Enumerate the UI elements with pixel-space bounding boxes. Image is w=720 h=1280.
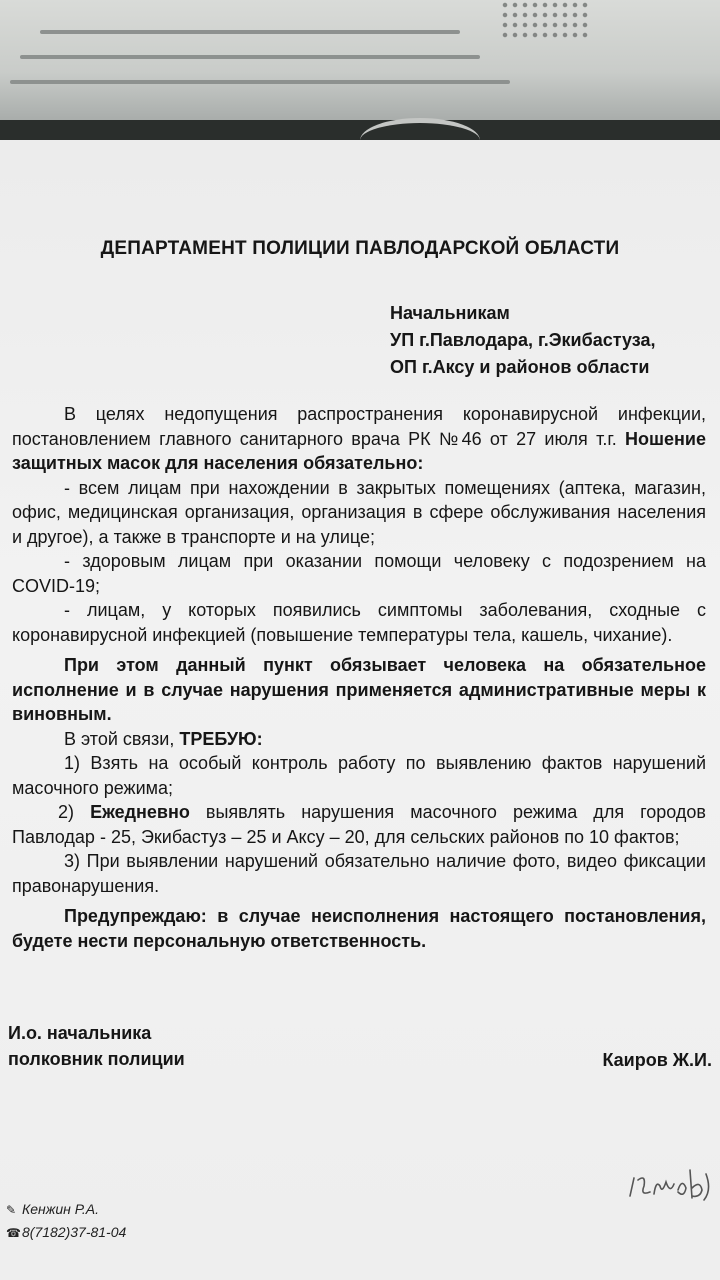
executor-phone: 8(7182)37-81-04 xyxy=(22,1224,127,1240)
pen-icon: ✎ xyxy=(6,1203,17,1217)
vent-grille xyxy=(500,0,590,40)
executor-phone-line xyxy=(6,1221,126,1244)
device-ridge xyxy=(20,55,480,59)
router-device-background xyxy=(0,0,720,120)
requirement-1: 1) Взять на особый контроль работу по выявлению фактов нарушений масочного режима; xyxy=(12,753,706,798)
signatory-name: Каиров Ж.И. xyxy=(602,1050,712,1070)
executor-block xyxy=(6,1198,126,1244)
document-page xyxy=(0,140,720,1280)
intro-bold-text: Ношение защитных масок для населения обязательно: xyxy=(12,428,706,473)
device-ridge xyxy=(40,30,460,34)
document-body xyxy=(12,402,706,953)
requirement-3: 3) При выявлении нарушений обязательно наличие фото, видео фиксации правонарушения. xyxy=(12,851,706,896)
signatory-title xyxy=(8,1020,185,1072)
obligation-paragraph: При этом данный пункт обязывает человека на обязательное исполнение и в случае нарушения применяется административные меры к виновным. xyxy=(12,655,706,724)
req2-rest: выявлять нарушения масочного режима для городов Павлодар - 25, Экибастуз – 25 и Аксу – 20, для сельских районов по 10 фактов; xyxy=(12,802,706,847)
handwritten-date-mark xyxy=(626,1160,716,1210)
requirement-2 xyxy=(12,800,706,849)
phone-icon: ☎ xyxy=(6,1226,21,1240)
list-item-healthy: - здоровым лицам при оказании помощи человеку с подозрением на COVID-19; xyxy=(12,551,706,596)
warning-paragraph: Предупреждаю: в случае неисполнения настоящего постановления, будете нести персональную ответственность. xyxy=(12,906,706,951)
addressee-line: УП г.Павлодара, г.Экибастуза, xyxy=(390,330,656,350)
list-item-closed-spaces: - всем лицам при нахождении в закрытых помещениях (аптека, магазин, офис, медицинская организация, организация в сфере обслуживания населения и другое), а также в транспорте и на улице; xyxy=(12,477,706,547)
addressee-line: ОП г.Аксу и районов области xyxy=(390,357,650,377)
executor-name-line xyxy=(6,1198,126,1221)
demand-prefix: В этой связи, xyxy=(64,728,180,749)
signatory-title-line: полковник полиции xyxy=(8,1049,185,1069)
list-item-symptoms: - лицам, у которых появились симптомы заболевания, сходные с коронавирусной инфекцией (повышение температуры тела, кашель, чихание). xyxy=(12,600,706,645)
department-heading: ДЕПАРТАМЕНТ ПОЛИЦИИ ПАВЛОДАРСКОЙ ОБЛАСТИ xyxy=(100,238,620,259)
executor-name: Кенжин Р.А. xyxy=(22,1201,100,1217)
addressee-line: Начальникам xyxy=(390,303,510,323)
demand-bold: ТРЕБУЮ: xyxy=(179,728,263,749)
demand-line xyxy=(12,727,706,752)
req2-prefix: 2) xyxy=(58,802,91,822)
intro-paragraph xyxy=(12,402,706,476)
intro-text: В целях недопущения распространения коронавирусной инфекции, постановлением главного санитарного врача РК №46 от 27 июля т.г. xyxy=(12,404,706,449)
device-ridge xyxy=(10,80,510,84)
signatory-title-line: И.о. начальника xyxy=(8,1023,152,1043)
addressee-block xyxy=(390,300,655,381)
req2-bold: Ежедневно xyxy=(90,802,190,822)
